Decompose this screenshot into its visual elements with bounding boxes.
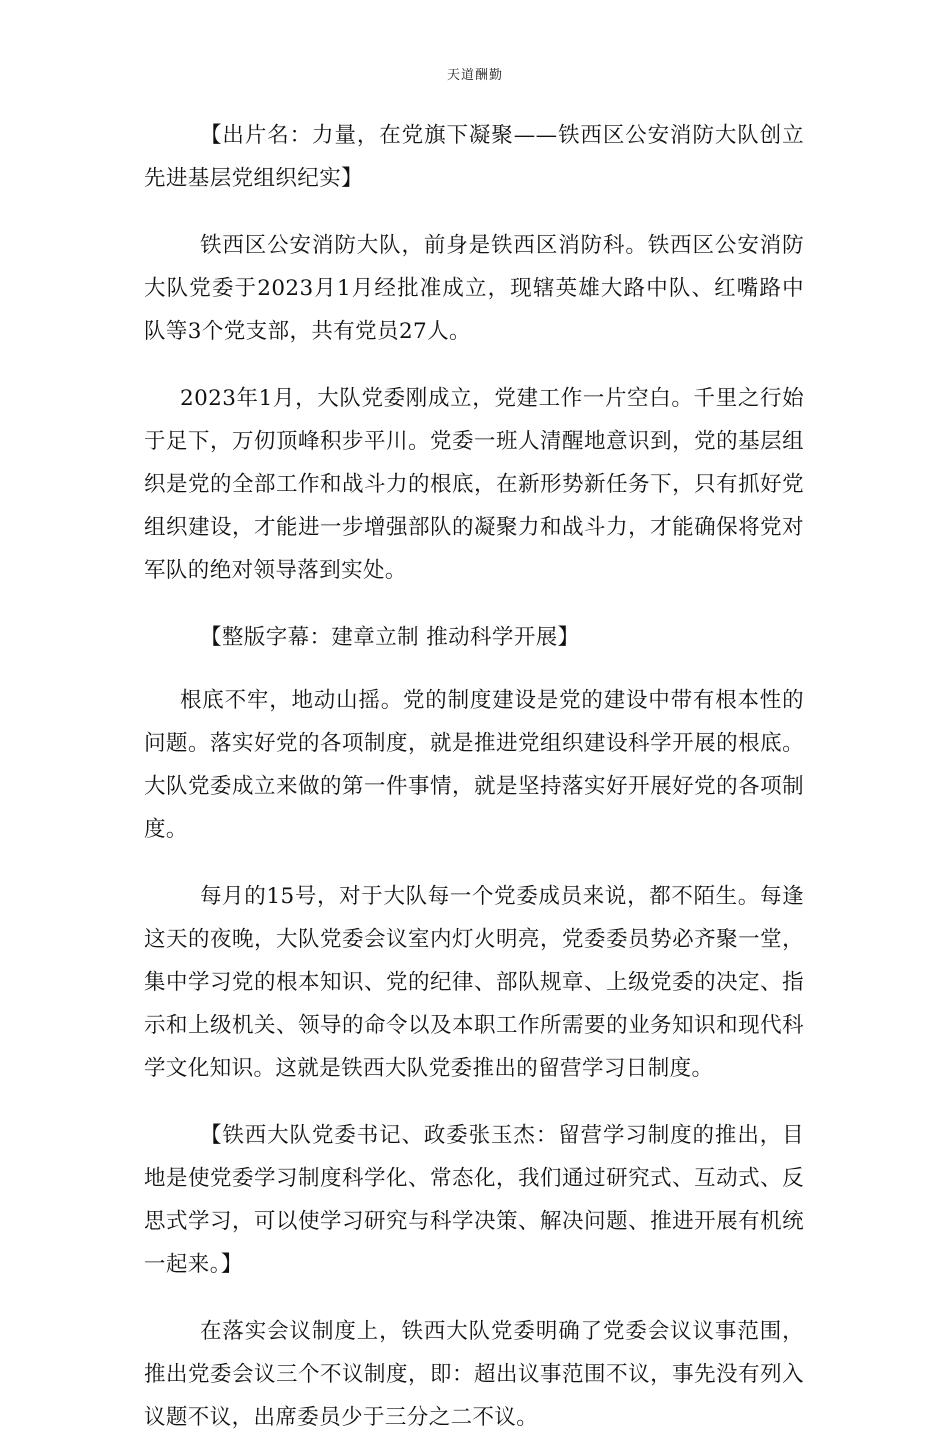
study-day-paragraph: 每月的15号，对于大队每一个党委成员来说，都不陌生。每逢这天的夜晚，大队党委会议室内灯火明亮，党委委员势必齐聚一堂，集中学习党的根本知识、党的纪律、部队规章、上级党委的决定、指示和上级机关、领导的命令以及本职工作所需要的业务知识和现代科学文化知识。这就是铁西大队党委推出的留营学习日制度。 [144, 884, 804, 1081]
background-paragraph: 2023年1月，大队党委刚成立，党建工作一片空白。千里之行始于足下，万仞顶峰积步平川。党委一班人清醒地意识到，党的基层组织是党的全部工作和战斗力的根底，在新形势新任务下，只有抓好党组织建设，才能进一步增强部队的凝聚力和战斗力，才能确保将党对军队的绝对领导落到实处。 [144, 386, 804, 583]
subtitle-caption-paragraph: 【整版字幕：建章立制 推动科学开展】 [200, 625, 580, 650]
film-title-paragraph: 【出片名：力量，在党旗下凝聚——铁西区公安消防大队创立先进基层党组织纪实】 [144, 123, 804, 191]
intro-paragraph: 铁西区公安消防大队，前身是铁西区消防科。铁西区公安消防大队党委于2023月1月经批准成立，现辖英雄大路中队、红嘴路中队等3个党支部，共有党员27人。 [144, 233, 804, 344]
system-building-paragraph: 根底不牢，地动山摇。党的制度建设是党的建设中带有根本性的问题。落实好党的各项制度，就是推进党组织建设科学开展的根底。大队党委成立来做的第一件事情，就是坚持落实好开展好党的各项制度。 [144, 688, 804, 842]
interview-quote-paragraph: 【铁西大队党委书记、政委张玉杰：留营学习制度的推出，目地是使党委学习制度科学化、常态化，我们通过研究式、互动式、反思式学习，可以使学习研究与科学决策、解决问题、推进开展有机统一起来。】 [144, 1123, 804, 1277]
page-header: 天道酬勤 [446, 68, 503, 83]
document-body [144, 114, 804, 1439]
meeting-system-paragraph: 在落实会议制度上，铁西大队党委明确了党委会议议事范围，推出党委会议三个不议制度，即：超出议事范围不议，事先没有列入议题不议，出席委员少于三分之二不议。 [144, 1319, 804, 1430]
